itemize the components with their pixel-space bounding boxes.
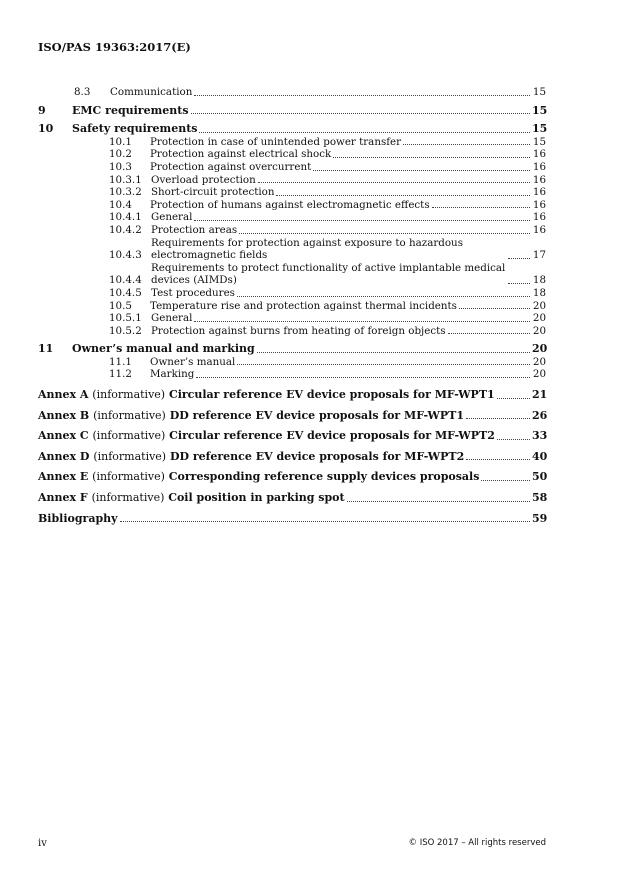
toc-entry-page: 20 <box>532 299 546 312</box>
toc-entry-title-wrap <box>38 86 532 99</box>
toc-entry[interactable] <box>38 199 546 212</box>
annex-text <box>38 471 479 484</box>
toc-entry-number: 11.2 <box>109 368 132 381</box>
toc-entry[interactable] <box>38 148 546 161</box>
leader-dots <box>448 333 530 334</box>
annex-title-wrap <box>38 389 532 402</box>
toc-entry-number: 10.4.1 <box>109 211 142 224</box>
annex-text <box>38 430 495 443</box>
toc-entry-number: 10.1 <box>109 135 132 148</box>
table-of-contents <box>38 86 546 525</box>
annex-informative: (informative) <box>92 470 165 484</box>
leader-dots <box>237 296 530 297</box>
annex-title-wrap <box>38 430 532 443</box>
annex-text <box>38 410 464 423</box>
toc-entry[interactable] <box>38 211 546 224</box>
toc-entry-page: 16 <box>532 148 546 161</box>
annex-title-wrap <box>38 492 532 505</box>
annex-text <box>38 451 464 464</box>
leader-dots <box>432 207 530 208</box>
annex-entry[interactable] <box>38 451 546 464</box>
toc-entry-page: 20 <box>532 355 546 368</box>
leader-dots <box>258 182 530 183</box>
toc-entry-title: Protection against overcurrent <box>150 160 312 173</box>
toc-entry-page: 20 <box>532 324 546 337</box>
toc-entry[interactable] <box>38 105 546 118</box>
leader-dots <box>508 283 530 284</box>
leader-dots <box>276 195 530 196</box>
toc-entry-number: 10.4.4 <box>109 274 142 287</box>
leader-dots <box>333 157 530 158</box>
annex-title: Corresponding reference supply devices proposals <box>168 470 480 484</box>
leader-dots <box>481 480 530 481</box>
annex-title: DD reference EV device proposals for MF-WPT1 <box>169 408 464 422</box>
bibliography-title-wrap <box>38 513 532 526</box>
annex-entry[interactable] <box>38 471 546 484</box>
toc-entry[interactable] <box>38 174 546 187</box>
toc-entry-title: Owner’s manual and marking <box>72 342 255 356</box>
copyright-notice: © ISO 2017 – All rights reserved <box>408 838 546 848</box>
toc-entry-page: 16 <box>532 198 546 211</box>
toc-entry-title: Requirements for protection against exposure to hazardous electromagnetic fields <box>151 236 463 262</box>
toc-entry[interactable] <box>38 136 546 149</box>
leader-dots <box>466 418 530 419</box>
leader-dots <box>347 501 530 502</box>
bibliography-title: Bibliography <box>38 511 118 525</box>
toc-entry-title-wrap <box>38 123 532 136</box>
toc-entry-page: 15 <box>532 122 548 136</box>
toc-entry[interactable] <box>38 300 546 313</box>
toc-entry[interactable] <box>38 86 546 99</box>
toc-entry-page: 15 <box>532 103 548 117</box>
document-id-header: ISO/PAS 19363:2017(E) <box>38 40 191 54</box>
annex-entry[interactable] <box>38 492 546 505</box>
toc-entry-page: 16 <box>532 160 546 173</box>
annex-page: 33 <box>532 429 548 443</box>
annex-informative: (informative) <box>93 449 167 463</box>
annex-label: Annex A <box>38 388 89 402</box>
toc-entry[interactable] <box>38 161 546 174</box>
toc-entry-number: 10.4.2 <box>109 223 142 236</box>
toc-entry-title: Owner’s manual <box>150 355 236 368</box>
leader-dots <box>466 459 530 460</box>
annex-title: Circular reference EV device proposals for MF-WPT1 <box>168 388 495 402</box>
toc-entry[interactable] <box>38 343 546 356</box>
leader-dots <box>497 439 530 440</box>
toc-entry-title: Test procedures <box>151 286 235 299</box>
toc-entry-number: 10.3.2 <box>109 186 142 199</box>
toc-entry-title: Protection areas <box>151 223 238 236</box>
toc-entry-page: 20 <box>532 368 546 381</box>
toc-entry-title: Requirements to protect functionality of active implantable medical devices (AIMDs) <box>151 261 506 287</box>
annex-title: Circular reference EV device proposals for MF-WPT2 <box>169 429 495 443</box>
leader-dots <box>257 352 530 353</box>
toc-entry-number: 10.3.1 <box>109 173 142 186</box>
leader-dots <box>313 170 530 171</box>
leader-dots <box>196 377 530 378</box>
toc-entry-number: 10.4.5 <box>109 286 142 299</box>
toc-entry-title: Overload protection <box>151 173 256 186</box>
toc-entry-number: 10 <box>38 122 54 136</box>
toc-entry-number: 10.2 <box>109 148 132 161</box>
leader-dots <box>120 521 530 522</box>
toc-entry-title-wrap <box>38 105 532 118</box>
toc-entry-number: 10.5 <box>109 299 132 312</box>
toc-entry-title: Communication <box>110 86 193 98</box>
toc-entry-page: 16 <box>532 211 546 224</box>
annex-entry[interactable] <box>38 410 546 423</box>
toc-entry-page: 16 <box>532 186 546 199</box>
annex-title-wrap <box>38 451 532 464</box>
annex-entry[interactable] <box>38 389 546 402</box>
leader-dots <box>199 132 530 133</box>
annex-page: 40 <box>532 449 548 463</box>
bibliography-entry[interactable] <box>38 513 546 526</box>
leader-dots <box>403 144 530 145</box>
toc-entry-title: Marking <box>150 368 195 381</box>
toc-entry-title: General <box>151 211 193 224</box>
page-number: iv <box>38 838 47 849</box>
toc-entry-title: Short-circuit protection <box>151 186 275 199</box>
annex-title: DD reference EV device proposals for MF-WPT2 <box>169 449 465 463</box>
leader-dots <box>508 258 530 259</box>
annex-informative: (informative) <box>93 408 166 422</box>
annex-entry[interactable] <box>38 430 546 443</box>
toc-entry-number: 10.5.2 <box>109 324 142 337</box>
annex-informative: (informative) <box>91 491 165 505</box>
toc-entry-number: 10.4 <box>109 198 132 211</box>
toc-entry-page: 18 <box>532 286 546 299</box>
toc-entry-page: 16 <box>532 223 546 236</box>
toc-entry[interactable] <box>38 186 546 199</box>
leader-dots <box>237 364 530 365</box>
annex-label: Annex F <box>38 491 88 505</box>
leader-dots <box>459 308 530 309</box>
toc-entry[interactable] <box>38 287 546 300</box>
toc-entry-number: 11 <box>38 342 54 356</box>
annex-title: Coil position in parking spot <box>168 491 345 505</box>
annex-page: 50 <box>532 470 548 484</box>
toc-entry-page: 15 <box>532 86 546 98</box>
annex-informative: (informative) <box>92 429 166 443</box>
toc-entry-page: 17 <box>532 249 546 262</box>
toc-entry-title: Temperature rise and protection against thermal incidents <box>150 299 457 312</box>
toc-entry-title: Protection in case of unintended power transfer <box>150 135 402 148</box>
toc-entry-page: 18 <box>532 274 546 287</box>
toc-entry-page: 15 <box>532 135 546 148</box>
annex-page: 21 <box>532 388 548 402</box>
leader-dots <box>497 398 530 399</box>
toc-entry-title: Protection of humans against electromagnetic effects <box>150 198 430 211</box>
toc-entry-title-wrap <box>38 343 532 356</box>
toc-entry-number: 10.3 <box>109 160 132 173</box>
toc-entry-number: 9 <box>38 103 46 117</box>
toc-entry-number: 10.4.3 <box>109 249 142 262</box>
annex-page: 58 <box>532 491 548 505</box>
toc-entry[interactable] <box>38 224 546 237</box>
leader-dots <box>194 220 530 221</box>
toc-entry-title: Protection against electrical shock <box>150 148 332 161</box>
toc-entry[interactable] <box>38 312 546 325</box>
toc-entry[interactable] <box>38 368 546 381</box>
toc-entry-page: 20 <box>532 342 548 356</box>
toc-entry[interactable] <box>38 237 546 262</box>
toc-entry-title: General <box>151 312 193 325</box>
toc-entry[interactable] <box>38 123 546 136</box>
toc-entry-title: Safety requirements <box>72 122 198 136</box>
leader-dots <box>194 321 530 322</box>
annex-title-wrap <box>38 410 532 423</box>
toc-entry-number: 8.3 <box>74 86 91 98</box>
toc-entry[interactable] <box>38 356 546 369</box>
annex-informative: (informative) <box>92 388 166 402</box>
toc-entry-number: 11.1 <box>109 355 132 368</box>
annex-label: Annex C <box>38 429 89 443</box>
leader-dots <box>239 233 530 234</box>
leader-dots <box>194 95 530 96</box>
toc-entry-title: EMC requirements <box>72 103 189 117</box>
annex-label: Annex D <box>38 449 90 463</box>
toc-entry-number: 10.5.1 <box>109 312 142 325</box>
toc-entry[interactable] <box>38 325 546 338</box>
annex-text <box>38 389 495 402</box>
annex-label: Annex E <box>38 470 89 484</box>
toc-entry-page: 16 <box>532 173 546 186</box>
annex-label: Annex B <box>38 408 90 422</box>
annex-page: 26 <box>532 408 548 422</box>
toc-entry-page: 20 <box>532 312 546 325</box>
leader-dots <box>191 113 530 114</box>
toc-entry[interactable] <box>38 262 546 287</box>
annex-title-wrap <box>38 471 532 484</box>
bibliography-page: 59 <box>532 511 548 525</box>
annex-text <box>38 492 345 505</box>
toc-entry-title: Protection against burns from heating of foreign objects <box>151 324 446 337</box>
